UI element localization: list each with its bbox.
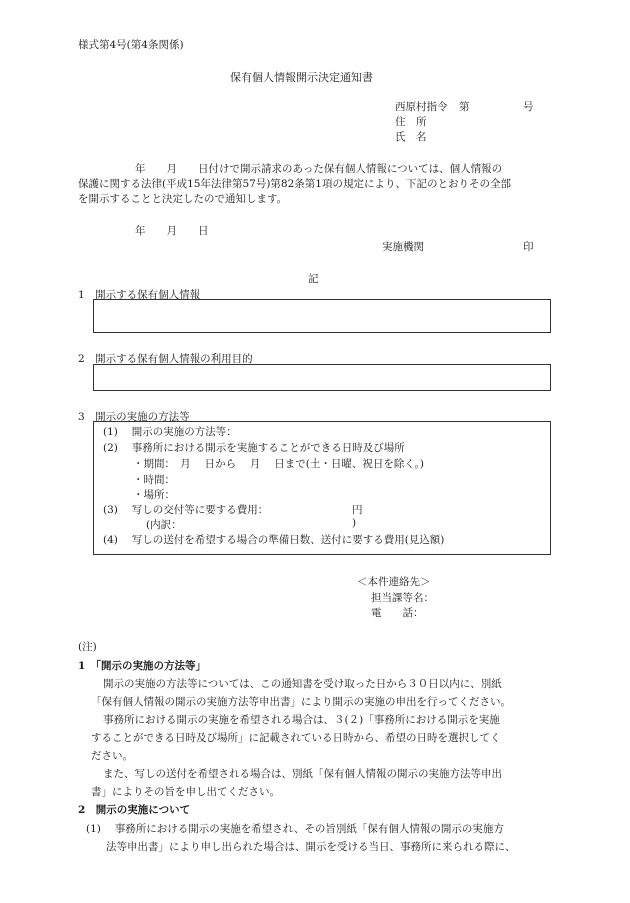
note-1-p1-line-2: 「保有個人情報の開示の実施方法等申出書」により開示の実施の申出を行ってください。 (91, 696, 511, 708)
name-label: 氏 名 (395, 131, 427, 143)
method-place: ・場所： (133, 489, 175, 501)
method-item-3: (3) 写しの交付等に要する費用： (103, 504, 269, 516)
method-period: ・期間： 月 日から 月 日まで(土・日曜、祝日を除く。) (133, 458, 424, 470)
method-time: ・時間： (133, 474, 175, 486)
note-1-p3-line-2: 書」によりその旨を申し出てください。 (91, 786, 280, 798)
contact-dept-label: 担当課等名： (371, 592, 434, 604)
note-1-p2-line-1: 事務所における開示の実施を希望される場合は、３(２)「事務所における開示を実施 (103, 714, 500, 726)
note-2-q1-line-1: (1) 事務所における開示の実施を希望され、その旨別紙「保有個人情報の開示の実施方 (86, 823, 504, 835)
notes-label: (注) (78, 641, 97, 653)
section-1-heading: 1 開示する保有個人情報 (78, 289, 201, 301)
ki-label: 記 (308, 273, 319, 285)
issue-date: 年 月 日 (135, 225, 209, 237)
method-item-1: (1) 開示の実施の方法等： (103, 426, 237, 438)
section-3-heading: 3 開示の実施の方法等 (78, 411, 190, 423)
section-2-heading: 2 開示する保有個人情報の利用目的 (78, 353, 253, 365)
address-label: 住 所 (395, 116, 427, 128)
note-1-p2-line-2: することができる日時及び場所」に記載されている日時から、希望の日時を選択してく (91, 732, 501, 744)
form-label: 様式第4号(第4条関係) (78, 39, 184, 51)
note-1-heading: 1 「開示の実施の方法等」 (78, 660, 207, 672)
reference-go: 号 (523, 101, 534, 113)
intro-line-2: 保護に関する法律(平成15年法律第57号)第82条第1項の規定により、下記のとおりその全部 (78, 178, 511, 190)
section-1-box (93, 299, 551, 333)
contact-phone-label: 電 話： (371, 607, 424, 619)
intro-line-3: を開示することと決定したので通知します。 (78, 193, 288, 205)
document-title: 保有個人情報開示決定通知書 (230, 71, 373, 84)
note-1-p3-line-1: また、写しの送付を希望される場合は、別紙「保有個人情報の開示の実施方法等申出 (103, 768, 502, 780)
reference-prefix: 西原村指令 (395, 101, 448, 113)
intro-line-1: 年 月 日付けで開示請求のあった保有個人情報については、個人情報の (135, 163, 503, 175)
note-2-q1-line-2: 法等申出書」により申し出られた場合は、開示を受ける当日、事務所に来られる際に、 (106, 841, 516, 853)
method-breakdown-open: (内訳： (146, 519, 182, 531)
note-2-heading: 2 開示の実施について (78, 804, 191, 816)
method-yen: 円 (352, 504, 363, 516)
reference-dai: 第 (459, 101, 470, 113)
note-1-p1-line-1: 開示の実施の方法等については、この通知書を受け取った日から３０日以内に、別紙 (103, 678, 502, 690)
section-2-box (93, 364, 551, 391)
agency-label: 実施機関 (382, 241, 424, 253)
note-1-p2-line-3: ださい。 (91, 750, 133, 762)
seal-label: 印 (523, 241, 534, 253)
method-breakdown-close: ) (352, 517, 357, 529)
method-item-2: (2) 事務所における開示を実施することができる日時及び場所 (103, 442, 405, 454)
contact-heading: ＜本件連絡先＞ (357, 576, 431, 588)
method-item-4: (4) 写しの送付を希望する場合の準備日数、送付に要する費用(見込額) (103, 534, 445, 546)
